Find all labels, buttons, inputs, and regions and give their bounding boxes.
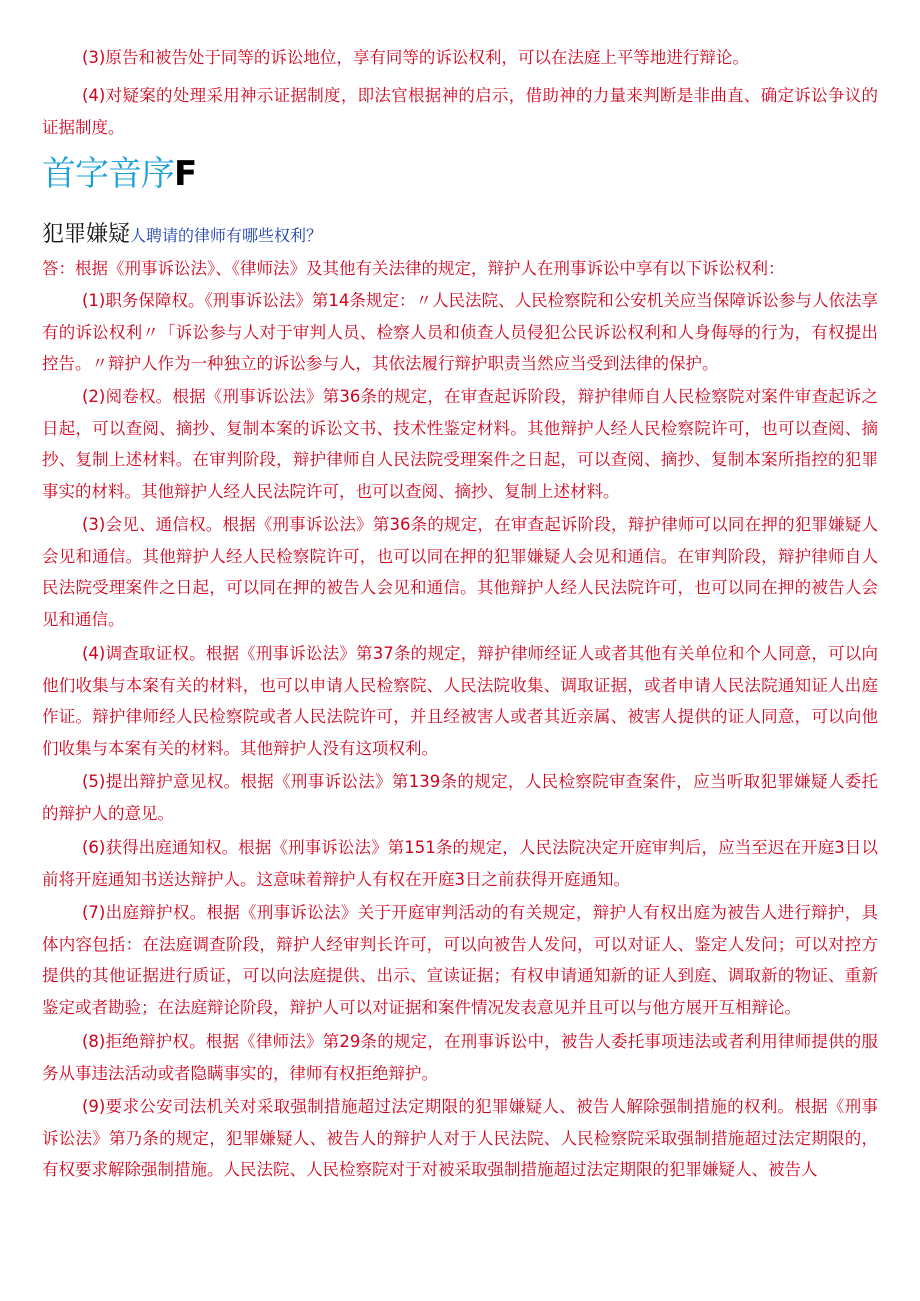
answer-intro: 答：根据《刑事诉讼法》、《律师法》及其他有关法律的规定，辩护人在刑事诉讼中享有以下诉讼权利：: [42, 259, 785, 278]
right-item-3: [42, 509, 878, 635]
right-number: (8): [82, 1032, 106, 1051]
right-text: 会见、通信权。根据《刑事诉讼法》第36条的规定，在审查起诉阶段，辩护律师可以同在押的犯罪嫌疑人会见和通信。其他辩护人经人民检察院许可，也可以同在押的犯罪嫌疑人会见和通信。在审判阶段，辩护律师自人民法院受理案件之日起，可以同在押的被告人会见和通信。其他辩护人经人民法院许可，也可以同在押的被告人会见和通信。: [42, 515, 878, 629]
right-number: (3): [82, 515, 106, 534]
question-rest: 人聘请的律师有哪些权利？: [130, 226, 323, 245]
section-heading-text: 首字音序: [42, 154, 174, 194]
right-number: (7): [82, 903, 106, 922]
right-number: (2): [82, 387, 106, 406]
right-text: 拒绝辩护权。根据《律师法》第29条的规定，在刑事诉讼中，被告人委托事项违法或者利用律师提供的服务从事违法活动或者隐瞒事实的，律师有权拒绝辩护。: [42, 1032, 878, 1083]
right-number: (6): [82, 838, 106, 857]
point-number: (3): [82, 48, 106, 67]
point-text: 原告和被告处于同等的诉讼地位，享有同等的诉讼权利，可以在法庭上平等地进行辩论。: [105, 48, 749, 67]
right-text: 获得出庭通知权。根据《刑事诉讼法》第151条的规定，人民法院决定开庭审判后，应当至迟在开庭3日以前将开庭通知书送达辩护人。这意味着辩护人有权在开庭3日之前获得开庭通知。: [42, 838, 878, 889]
right-number: (4): [82, 644, 106, 663]
right-text: 阅卷权。根据《刑事诉讼法》第36条的规定，在审查起诉阶段，辩护律师自人民检察院对案件审查起诉之日起，可以查阅、摘抄、复制本案的诉讼文书、技术性鉴定材料。其他辩护人经人民检察院许可，也可以查阅、摘抄、复制上述材料。在审判阶段，辩护律师自人民法院受理案件之日起，可以查阅、摘抄、复制本案所指控的犯罪事实的材料。其他辩护人经人民法院许可，也可以查阅、摘抄、复制上述材料。: [42, 387, 878, 501]
question-lead: 犯罪嫌疑: [42, 222, 131, 247]
prev-point-4: [42, 80, 878, 143]
right-item-5: [42, 766, 878, 829]
right-text: 出庭辩护权。根据《刑事诉讼法》关于开庭审判活动的有关规定，辩护人有权出庭为被告人进行辩护，具体内容包括：在法庭调查阶段，辩护人经审判长许可，可以向被告人发问，可以对证人、鉴定人发问；可以对控方提供的其他证据进行质证，可以向法庭提供、出示、宣读证据；有权申请通知新的证人到庭、调取新的物证、重新鉴定或者勘验；在法庭辩论阶段，辩护人可以对证据和案件情况发表意见并且可以与他方展开互相辩论。: [42, 903, 878, 1017]
right-number: (9): [82, 1097, 106, 1116]
point-number: (4): [82, 86, 106, 105]
section-heading: [42, 152, 196, 196]
right-item-9: [42, 1091, 878, 1186]
right-text: 提出辩护意见权。根据《刑事诉讼法》第139条的规定，人民检察院审查案件，应当听取犯罪嫌疑人委托的辩护人的意见。: [42, 772, 878, 823]
right-item-6: [42, 832, 878, 895]
right-item-7: [42, 897, 878, 1023]
right-item-2: [42, 381, 878, 507]
right-text: 职务保障权。《刑事诉讼法》第14条规定：〃人民法院、人民检察院和公安机关应当保障诉讼参与人依法享有的诉讼权利〃「诉讼参与人对于审判人员、检察人员和侦查人员侵犯公民诉讼权利和人身侮辱的行为，有权提出控告。〃辩护人作为一种独立的诉讼参与人，其依法履行辩护职责当然应当受到法律的保护。: [42, 291, 878, 373]
right-item-1: [42, 285, 878, 380]
point-text: 对疑案的处理采用神示证据制度，即法官根据神的启示，借助神的力量来判断是非曲直、确定诉讼争议的证据制度。: [42, 86, 878, 137]
right-text: 调查取证权。根据《刑事诉讼法》第37条的规定，辩护律师经证人或者其他有关单位和个人同意，可以向他们收集与本案有关的材料，也可以申请人民检察院、人民法院收集、调取证据，或者申请人民法院通知证人出庭作证。辩护律师经人民检察院或者人民法院许可，并且经被害人或者其近亲属、被害人提供的证人同意，可以向他们收集与本案有关的材料。其他辩护人没有这项权利。: [42, 644, 878, 758]
right-item-4: [42, 638, 878, 764]
right-item-8: [42, 1026, 878, 1089]
question: [42, 218, 322, 253]
right-number: (5): [82, 772, 106, 791]
section-heading-letter: F: [174, 154, 197, 194]
right-number: (1): [82, 291, 106, 310]
right-text: 要求公安司法机关对采取强制措施超过法定期限的犯罪嫌疑人、被告人解除强制措施的权利。根据《刑事诉讼法》第乃条的规定，犯罪嫌疑人、被告人的辩护人对于人民法院、人民检察院采取强制措施超过法定期限的，有权要求解除强制措施。人民法院、人民检察院对于对被采取强制措施超过法定期限的犯罪嫌疑人、被告人: [42, 1097, 878, 1179]
prev-point-3: [42, 42, 878, 74]
